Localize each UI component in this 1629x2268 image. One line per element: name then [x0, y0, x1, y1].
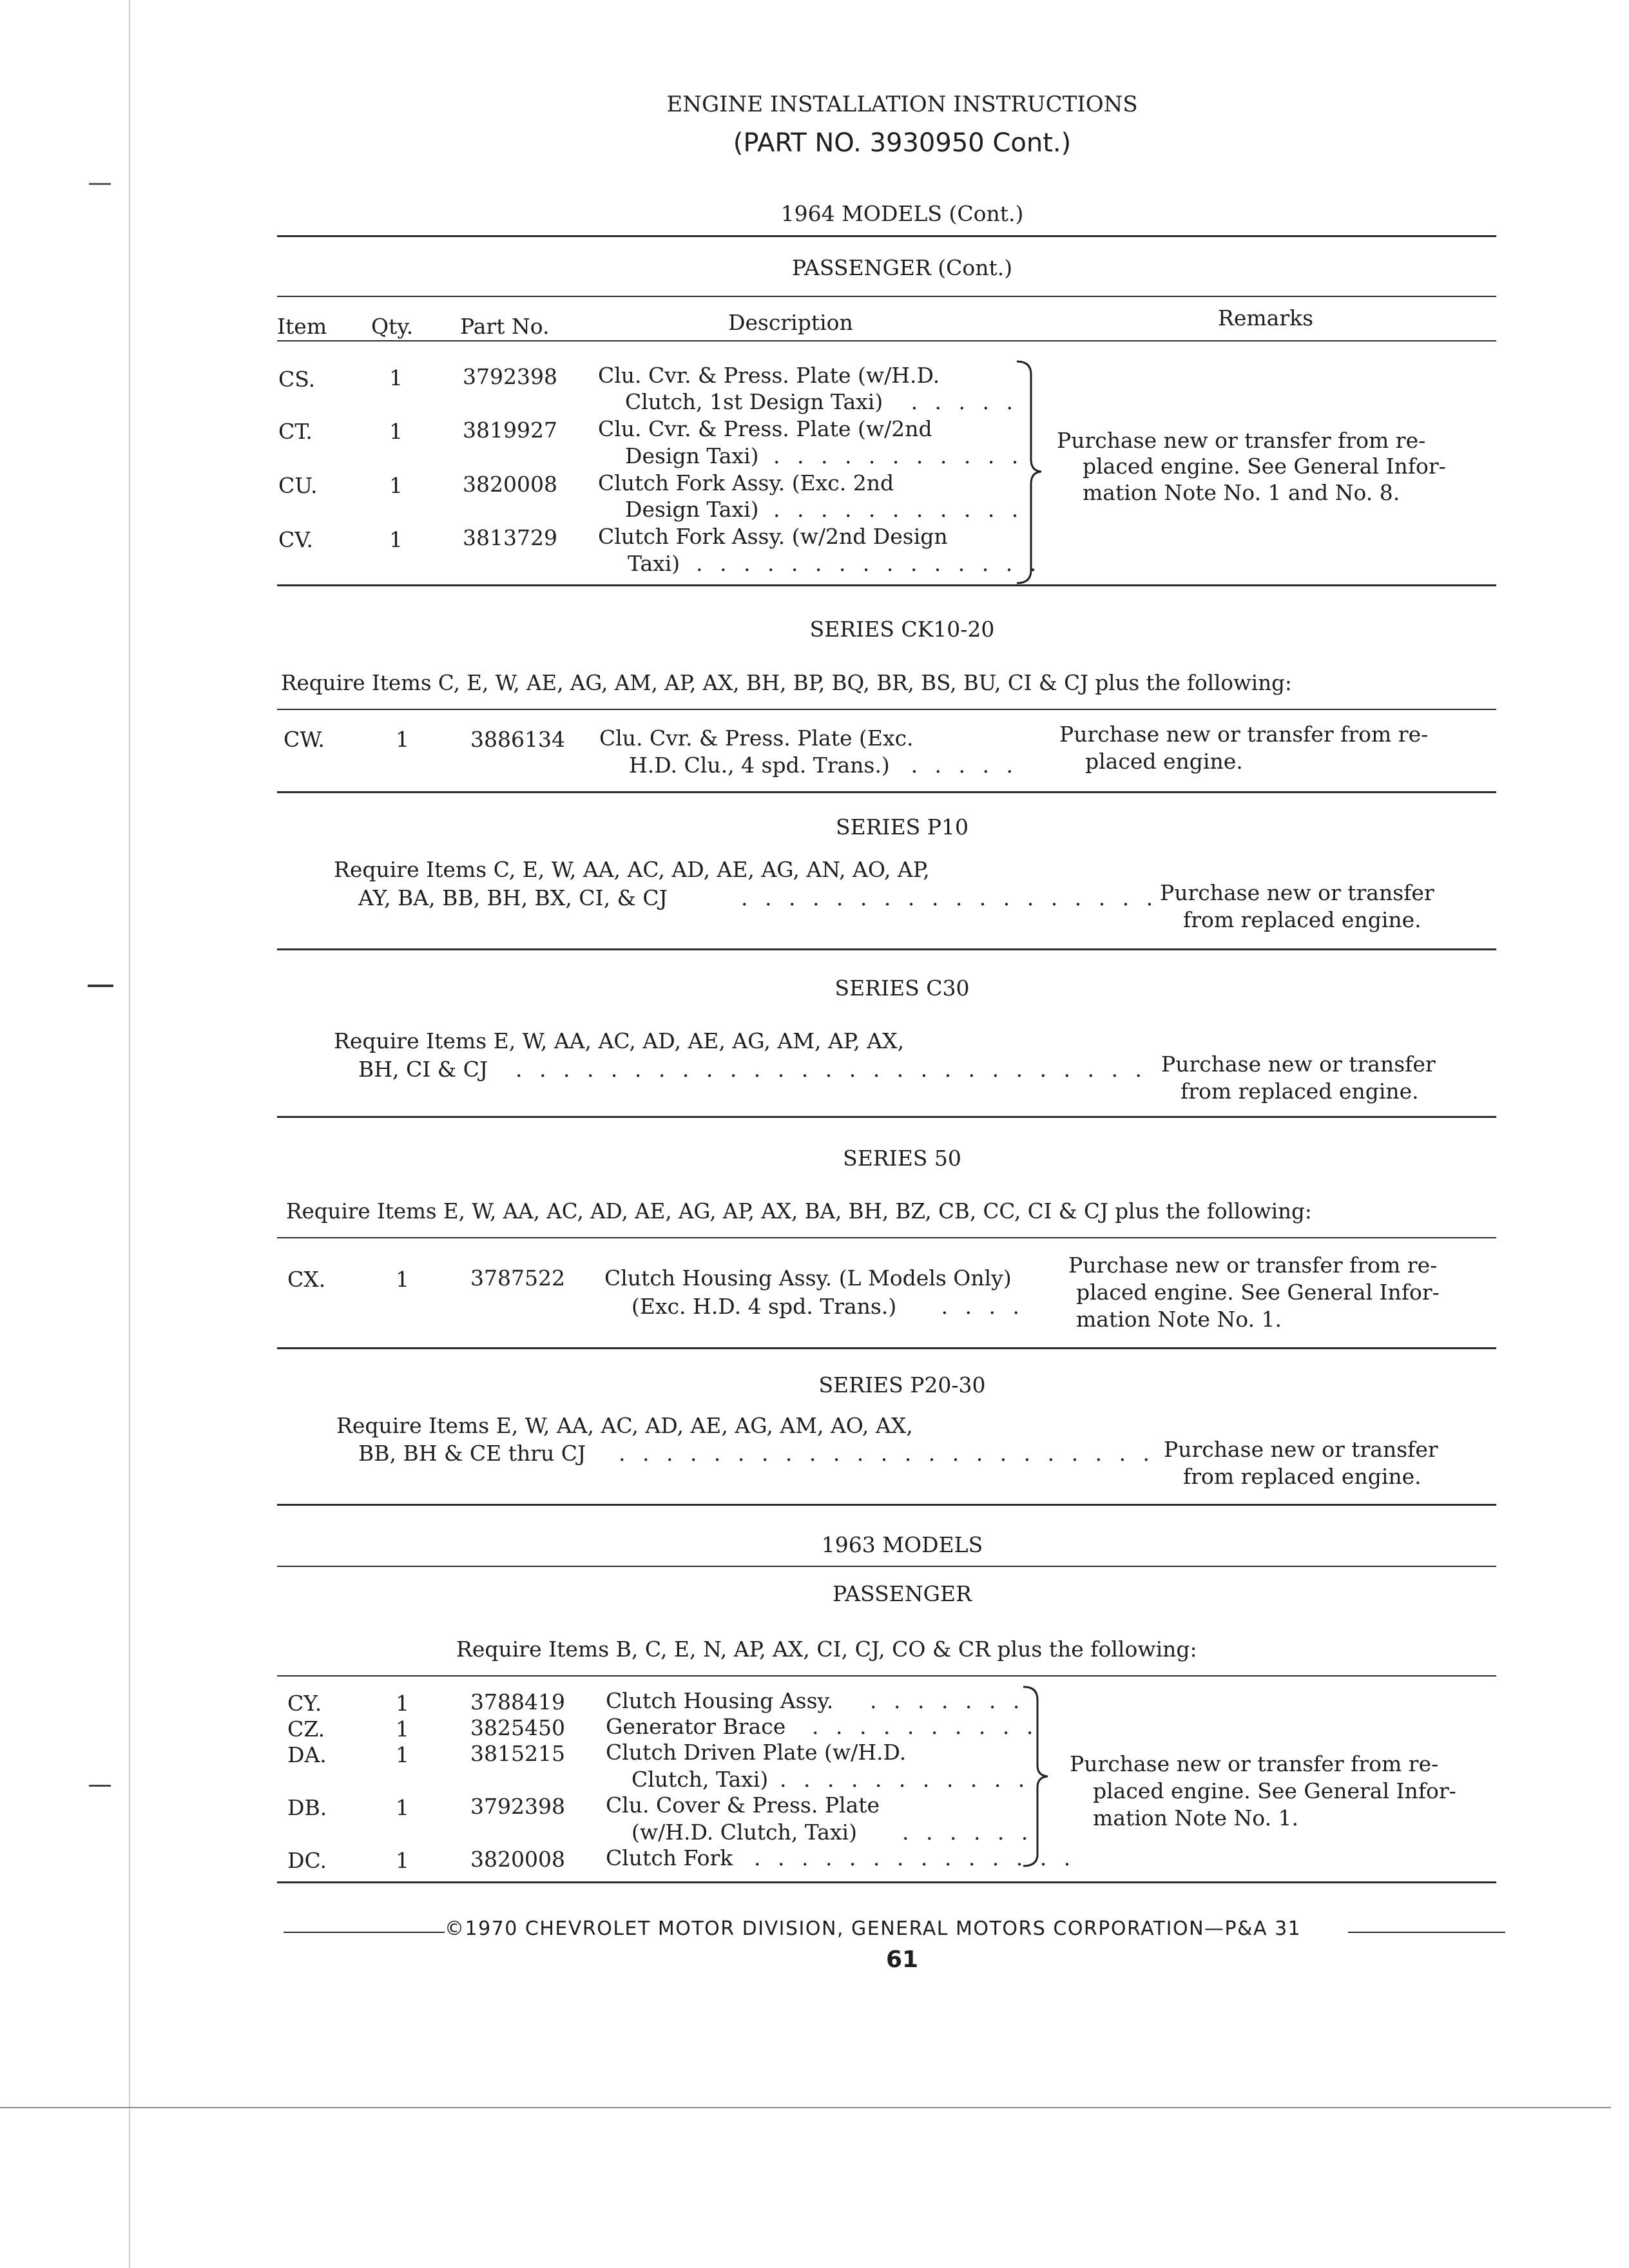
section-title-ck10-20: SERIES CK10-20 — [809, 617, 995, 642]
section-title-p20-30: SERIES P20-30 — [818, 1372, 986, 1398]
divider — [277, 1116, 1496, 1118]
scan-edge-line — [129, 0, 130, 2268]
column-header-item: Item — [277, 314, 327, 339]
models-1964-heading: 1964 MODELS (Cont.) — [780, 201, 1024, 226]
description-line: Clutch Fork Assy. (w/2nd Design — [598, 524, 948, 549]
remarks-line: from replaced engine. — [1183, 907, 1422, 932]
leader-dots: . . . . . . . . . . . — [780, 1767, 1030, 1792]
require-items: BB, BH & CE thru CJ — [358, 1441, 586, 1466]
require-items: Require Items E, W, AA, AC, AD, AE, AG, AM, AO, AX, — [336, 1413, 913, 1438]
quantity: 1 — [396, 1742, 409, 1767]
leader-dots: . . . . . . . . . . . . . . . — [696, 551, 1042, 576]
leader-dots: . . . . . . . — [870, 1688, 1025, 1713]
divider — [277, 235, 1496, 237]
scan-edge-tick — [89, 183, 111, 185]
require-items: Require Items C, E, W, AE, AG, AM, AP, AX, BH, BP, BQ, BR, BS, BU, CI & CJ plus the following: — [281, 671, 1292, 695]
description-line: Taxi) — [628, 551, 680, 576]
leader-dots: . . . . . . . . . . . . . . . . . . — [741, 885, 1159, 910]
require-items: Require Items C, E, W, AA, AC, AD, AE, AG, AN, AO, AP, — [334, 857, 930, 882]
description-line: Clutch, 1st Design Taxi) — [625, 389, 883, 414]
remarks-line: Purchase new or transfer from re- — [1057, 428, 1426, 453]
divider — [277, 709, 1496, 710]
leader-dots: . . . . . . . . . . . . . . — [754, 1845, 1076, 1870]
quantity: 1 — [396, 1795, 409, 1820]
description-line: Clutch Fork Assy. (Exc. 2nd — [598, 470, 894, 495]
divider — [277, 296, 1496, 297]
quantity: 1 — [396, 1848, 409, 1873]
part-number: 3813729 — [463, 525, 557, 550]
divider — [277, 584, 1496, 586]
item-code: DC. — [287, 1848, 327, 1873]
quantity: 1 — [396, 1691, 409, 1716]
remarks-line: mation Note No. 1. — [1076, 1307, 1282, 1332]
leader-dots: . . . . . . . . . . . . . . . . . . . . . . . . . . . — [516, 1057, 1147, 1082]
leader-dots: . . . . . — [911, 753, 1018, 778]
remarks-line: Purchase new or transfer from re- — [1070, 1751, 1439, 1776]
item-code: CV. — [278, 527, 313, 552]
page-number: 61 — [885, 1946, 919, 1973]
quantity: 1 — [396, 727, 409, 752]
part-number: 3825450 — [470, 1715, 565, 1740]
divider — [277, 1675, 1496, 1677]
description-line: Clutch Housing Assy. (L Models Only) — [604, 1265, 1012, 1291]
remarks-line: Purchase new or transfer from re- — [1059, 722, 1429, 747]
quantity: 1 — [389, 419, 403, 444]
leader-dots: . . . . — [941, 1294, 1025, 1319]
remarks-line: from replaced engine. — [1181, 1079, 1419, 1104]
part-number: 3788419 — [470, 1689, 565, 1715]
require-items: Require Items B, C, E, N, AP, AX, CI, CJ, CO & CR plus the following: — [456, 1637, 1197, 1662]
remarks-line: placed engine. See General Infor- — [1076, 1280, 1440, 1305]
description-line: Clu. Cover & Press. Plate — [606, 1792, 880, 1818]
part-number: 3792398 — [463, 364, 557, 389]
remarks-line: placed engine. See General Infor- — [1093, 1778, 1456, 1803]
bracket-brace — [1012, 358, 1050, 586]
description-line: Generator Brace — [606, 1714, 786, 1739]
require-items: BH, CI & CJ — [358, 1057, 488, 1082]
footer-rule-right — [1348, 1932, 1505, 1933]
quantity: 1 — [389, 473, 403, 498]
part-number: 3819927 — [463, 418, 557, 443]
leader-dots: . . . . . — [911, 389, 1018, 414]
description-line: Clu. Cvr. & Press. Plate (w/2nd — [598, 416, 932, 441]
quantity: 1 — [389, 527, 403, 552]
item-code: CS. — [278, 367, 316, 392]
part-number: 3820008 — [463, 472, 557, 497]
part-number: 3886134 — [470, 727, 565, 752]
item-code: DB. — [287, 1795, 327, 1820]
quantity: 1 — [396, 1716, 409, 1742]
section-title-50: SERIES 50 — [843, 1146, 961, 1171]
item-code: CW. — [284, 727, 325, 752]
divider — [277, 1504, 1496, 1506]
divider — [277, 1237, 1496, 1238]
remarks-line: from replaced engine. — [1183, 1464, 1422, 1489]
scan-bottom-line — [0, 2107, 1611, 2108]
remarks-line: mation Note No. 1. — [1093, 1805, 1299, 1831]
section-title-passenger-cont: PASSENGER (Cont.) — [791, 255, 1013, 280]
remarks-line: Purchase new or transfer from re- — [1068, 1253, 1438, 1278]
item-code: CY. — [287, 1691, 322, 1716]
remarks-line: Purchase new or transfer — [1164, 1437, 1438, 1462]
description-line: Clutch Fork — [606, 1845, 733, 1870]
description-line: (Exc. H.D. 4 spd. Trans.) — [631, 1294, 897, 1319]
divider — [277, 1566, 1496, 1567]
section-title-passenger: PASSENGER — [833, 1581, 972, 1606]
remarks-line: placed engine. — [1085, 749, 1243, 774]
page-title: ENGINE INSTALLATION INSTRUCTIONS — [666, 91, 1138, 117]
description-line: Clu. Cvr. & Press. Plate (Exc. — [599, 726, 914, 751]
item-code: DA. — [287, 1742, 327, 1767]
column-header-part-no: Part No. — [460, 314, 550, 339]
divider — [277, 1347, 1496, 1349]
divider — [277, 791, 1496, 793]
part-number: 3815215 — [470, 1741, 565, 1766]
scan-edge-tick — [89, 1785, 111, 1787]
quantity: 1 — [396, 1267, 409, 1292]
divider — [277, 948, 1496, 950]
leader-dots: . . . . . . — [902, 1820, 1034, 1845]
divider — [277, 1881, 1496, 1883]
remarks-line: Purchase new or transfer — [1160, 880, 1434, 905]
divider — [277, 340, 1496, 341]
item-code: CX. — [287, 1267, 326, 1292]
column-header-description: Description — [728, 310, 853, 335]
leader-dots: . . . . . . . . . . . — [773, 497, 1024, 522]
description-line: Design Taxi) — [625, 443, 759, 468]
copyright-notice: ©1970 CHEVROLET MOTOR DIVISION, GENERAL MOTORS CORPORATION—P&A 31 — [445, 1917, 1302, 1940]
description-line: Clu. Cvr. & Press. Plate (w/H.D. — [598, 363, 940, 388]
remarks-line: Purchase new or transfer — [1161, 1052, 1436, 1077]
section-title-p10: SERIES P10 — [836, 814, 969, 840]
column-header-qty: Qty. — [371, 314, 414, 339]
description-line: Design Taxi) — [625, 497, 759, 522]
remarks-line: placed engine. See General Infor- — [1083, 454, 1446, 479]
part-number: 3787522 — [470, 1265, 565, 1291]
description-line: Clutch Driven Plate (w/H.D. — [606, 1740, 907, 1765]
footer-rule-left — [284, 1932, 445, 1933]
part-number: 3820008 — [470, 1847, 565, 1872]
description-line: (w/H.D. Clutch, Taxi) — [631, 1820, 857, 1845]
section-title-c30: SERIES C30 — [834, 975, 970, 1001]
item-code: CU. — [278, 473, 318, 498]
require-items: Require Items E, W, AA, AC, AD, AE, AG, AP, AX, BA, BH, BZ, CB, CC, CI & CJ plus the following: — [286, 1199, 1312, 1224]
item-code: CT. — [278, 419, 313, 444]
column-header-remarks: Remarks — [1218, 305, 1314, 331]
leader-dots: . . . . . . . . . . . . . . . . . . . . . . . — [619, 1441, 1155, 1466]
leader-dots: . . . . . . . . . . . — [773, 443, 1024, 468]
models-1963-heading: 1963 MODELS — [821, 1532, 983, 1557]
quantity: 1 — [389, 365, 403, 390]
bracket-brace — [1018, 1683, 1057, 1870]
leader-dots: . . . . . . . . . . — [812, 1714, 1039, 1739]
item-code: CZ. — [287, 1716, 325, 1742]
description-line: Clutch Housing Assy. — [606, 1688, 834, 1713]
require-items: AY, BA, BB, BH, BX, CI, & CJ — [358, 885, 668, 910]
description-line: Clutch, Taxi) — [631, 1767, 769, 1792]
scan-edge-tick — [88, 985, 113, 987]
part-number-heading: (PART NO. 3930950 Cont.) — [733, 128, 1072, 158]
part-number: 3792398 — [470, 1794, 565, 1819]
remarks-line: mation Note No. 1 and No. 8. — [1083, 480, 1400, 505]
description-line: H.D. Clu., 4 spd. Trans.) — [629, 753, 890, 778]
require-items: Require Items E, W, AA, AC, AD, AE, AG, AM, AP, AX, — [334, 1028, 905, 1053]
